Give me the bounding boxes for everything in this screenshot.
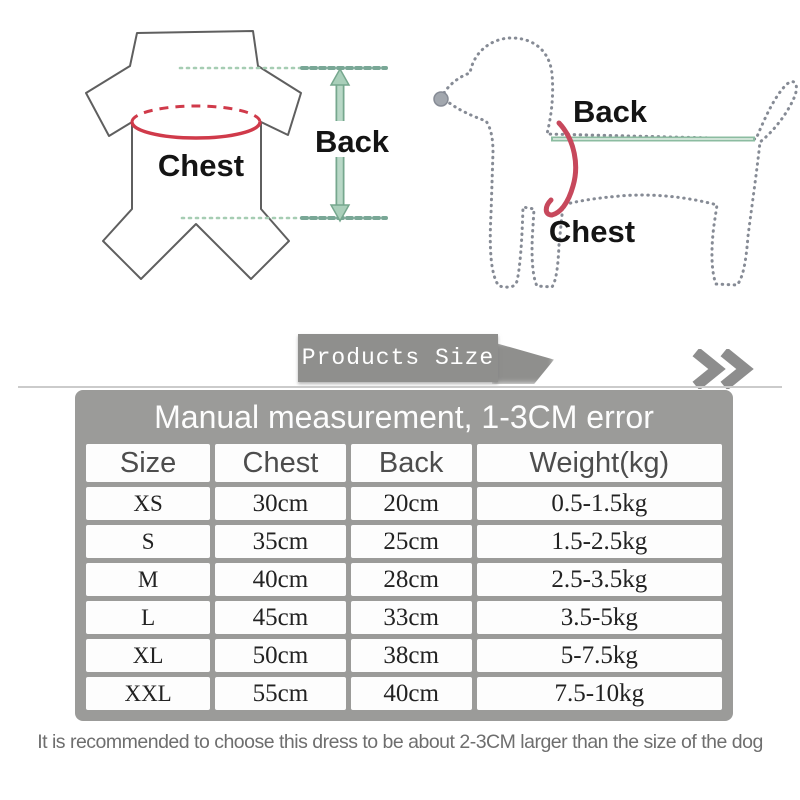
- weight-value: 2.5-3.5kg: [477, 563, 722, 596]
- back-value: 33cm: [351, 601, 472, 634]
- column-header-size: Size: [86, 444, 210, 482]
- chest-value: 35cm: [215, 525, 345, 558]
- size-value: M: [86, 563, 210, 596]
- dog-outline: [441, 38, 796, 287]
- back-value: 40cm: [351, 677, 472, 710]
- table-row-l: [86, 601, 722, 634]
- chest-value: 30cm: [215, 487, 345, 520]
- garment-back-label: Back: [314, 124, 390, 159]
- size-table: [75, 390, 733, 721]
- size-value: XS: [86, 487, 210, 520]
- chest-ellipse-top: [132, 106, 260, 122]
- back-value: 38cm: [351, 639, 472, 672]
- section-divider: [18, 386, 782, 388]
- banner-shadow: [492, 342, 554, 384]
- table-header-row: [86, 444, 722, 482]
- garment-chest-label: Chest: [157, 148, 245, 183]
- size-value: XXL: [86, 677, 210, 710]
- products-size-banner: Products Size: [298, 334, 498, 382]
- table-row-xl: [86, 639, 722, 672]
- chest-value: 45cm: [215, 601, 345, 634]
- double-chevron-right-icon: [690, 349, 756, 389]
- weight-value: 7.5-10kg: [477, 677, 722, 710]
- dog-back-label: Back: [572, 94, 648, 129]
- weight-value: 3.5-5kg: [477, 601, 722, 634]
- size-value: XL: [86, 639, 210, 672]
- back-value: 25cm: [351, 525, 472, 558]
- table-row-s: [86, 525, 722, 558]
- table-title: Manual measurement, 1-3CM error: [154, 399, 654, 435]
- weight-value: 0.5-1.5kg: [477, 487, 722, 520]
- column-header-weight: Weight(kg): [477, 444, 722, 482]
- table-row-xs: [86, 487, 722, 520]
- dog-chest-label: Chest: [548, 214, 636, 249]
- dog-nose-dot: [434, 92, 448, 106]
- sizing-advice-note: It is recommended to choose this dress to be about 2-3CM larger than the size of the dog: [37, 731, 763, 753]
- weight-value: 5-7.5kg: [477, 639, 722, 672]
- dog-measure-diagram: [408, 18, 800, 303]
- size-value: S: [86, 525, 210, 558]
- table-row-xxl: [86, 677, 722, 710]
- back-value: 28cm: [351, 563, 472, 596]
- column-header-chest: Chest: [215, 444, 345, 482]
- chest-ellipse-bottom: [132, 122, 260, 138]
- table-row-m: [86, 563, 722, 596]
- size-table-grid: [81, 439, 727, 715]
- weight-value: 1.5-2.5kg: [477, 525, 722, 558]
- chest-value: 40cm: [215, 563, 345, 596]
- size-value: L: [86, 601, 210, 634]
- chest-value: 50cm: [215, 639, 345, 672]
- column-header-back: Back: [351, 444, 472, 482]
- chest-value: 55cm: [215, 677, 345, 710]
- back-value: 20cm: [351, 487, 472, 520]
